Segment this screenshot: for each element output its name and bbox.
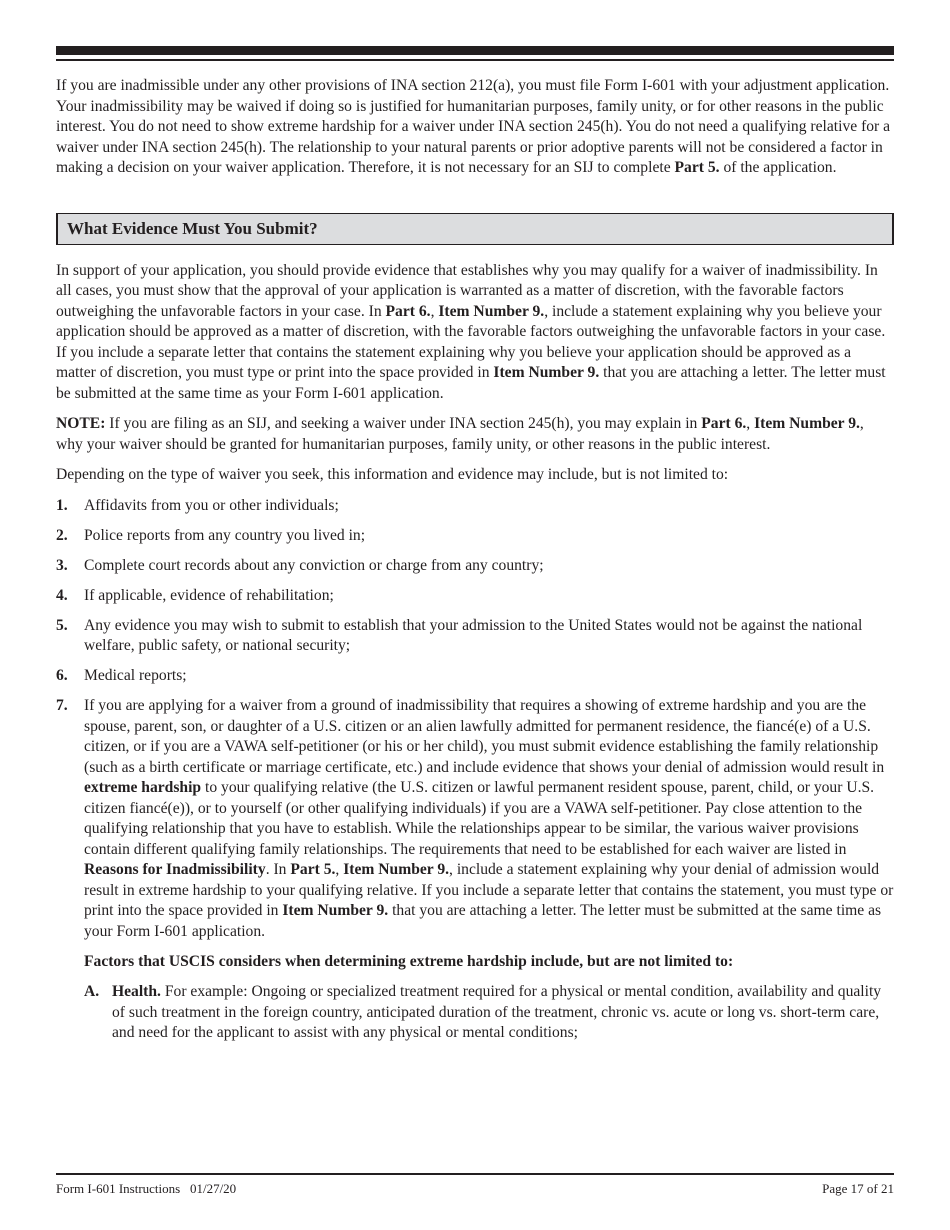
list-item-text: Police reports from any country you lived in; — [84, 526, 366, 544]
list-item-text: If applicable, evidence of rehabilitation; — [84, 586, 334, 604]
factor-text: Health. For example: Ongoing or specialized treatment required for a physical or mental condition, availability and quality of such treatment in the foreign country, anticipated duration of the treatment, chronic vs. acute or long vs. short-term care, and need for the applicant to assist with any physical or mental conditions; — [112, 983, 882, 1041]
footer-rule — [56, 1173, 894, 1175]
list-item-number: 6. — [56, 667, 68, 684]
depending-paragraph: Depending on the type of waiver you seek, this information and evidence may include, but is not limited to: — [56, 466, 729, 483]
header-rule-thick — [56, 46, 894, 55]
list-item-text: Complete court records about any conviction or charge from any country; — [84, 556, 544, 574]
list-item-7 — [56, 696, 894, 942]
list-item-number: 5. — [56, 616, 68, 634]
evidence-list — [56, 496, 894, 943]
evidence-paragraph: In support of your application, you should provide evidence that establishes why you may qualify for a waiver of inadmissibility. In all cases, you must show that the approval of your application is warranted as a matter of discretion, with the favorable factors outweighing the unfavorable factors in your case. In Part 6., Item Number 9., include a statement explaining why you believe your application should be approved as a matter of discretion, with the favorable factors outweighing the unfavorable factors in your case. If you include a separate letter that contains the statement explaining why you believe your application should be approved as a matter of discretion, you must type or print into the space provided in Item Number 9. that you are attaching a letter. The letter must be submitted at the same time as your Form I-601 application. — [56, 261, 886, 402]
factor-letter: A. — [84, 983, 100, 1000]
list-item-number: 2. — [56, 526, 68, 544]
factors-heading: Factors that USCIS considers when determining extreme hardship include, but are not limited to: — [84, 952, 734, 970]
page-content — [56, 76, 894, 1044]
section-title: What Evidence Must You Submit? — [56, 213, 894, 245]
intro-paragraph: If you are inadmissible under any other provisions of INA section 212(a), you must file Form I-601 with your adjustment application. Your inadmissibility may be waived if doing so is justified for humanitarian purposes, family unity, or for other reasons in the public interest. You do not need to show extreme hardship for a waiver under INA section 245(h). You do not need a qualifying relative for a waiver under INA section 245(h). The relationship to your natural parents or prior adoptive parents will not be considered a factor in making a decision on your waiver application. Therefore, it is not necessary for an SIJ to complete Part 5. of the application. — [56, 77, 891, 176]
footer-form-id: Form I-601 Instructions 01/27/20 — [56, 1181, 237, 1196]
list-item-text: Any evidence you may wish to submit to establish that your admission to the United States would not be against the national welfare, public safety, or national security; — [84, 616, 863, 654]
list-item — [56, 586, 894, 607]
factor-item-health — [84, 982, 894, 1044]
list-item — [56, 616, 894, 657]
list-item — [56, 526, 894, 547]
list-item-text: Affidavits from you or other individuals; — [84, 496, 339, 514]
header-rule-thin — [56, 59, 894, 61]
list-item-text: If you are applying for a waiver from a ground of inadmissibility that requires a showing of extreme hardship and you are the spouse, parent, son, or daughter of a U.S. citizen or an alien lawfully admitted for permanent residence, the fiancé(e) of a U.S. citizen, or if you are a VAWA self-petitioner (or his or her child), you must submit evidence establishing the family relationship (such as a birth certificate or marriage certificate, etc.) and include evidence that shows your denial of admission would result in extreme hardship to your qualifying relative (the U.S. citizen or lawful permanent resident spouse, parent, child, or your U.S. citizen fiancé(e)), or to yourself (or other qualifying individuals) if you are a VAWA self-petitioner. Pay close attention to the qualifying relationship that you have to establish. While the relationships appear to be similar, the various waiver provisions contain different qualifying family relationships. The requirements that need to be established for each waiver are listed in Reasons for Inadmissibility. In Part 5., Item Number 9., include a statement explaining why your denial of admission would result in extreme hardship to your qualifying relative. If you include a separate letter that contains the statement, you must type or print into the space provided in Item Number 9. that you are attaching a letter. The letter must be submitted at the same time as your Form I-601 application. — [84, 697, 894, 940]
list-item — [56, 556, 894, 577]
footer — [56, 1181, 894, 1197]
list-item — [56, 666, 894, 687]
list-item-number: 1. — [56, 496, 68, 514]
list-item-number: 4. — [56, 586, 68, 604]
list-item-text: Medical reports; — [84, 667, 187, 684]
list-item-number: 7. — [56, 697, 68, 714]
note-paragraph: NOTE: If you are filing as an SIJ, and seeking a waiver under INA section 245(h), you may explain in Part 6., Item Number 9., why your waiver should be granted for humanitarian purposes, family unity, or other reasons in the public interest. — [56, 415, 864, 453]
footer-page-number: Page 17 of 21 — [822, 1181, 894, 1196]
list-item — [56, 496, 894, 517]
list-item-number: 3. — [56, 556, 68, 574]
